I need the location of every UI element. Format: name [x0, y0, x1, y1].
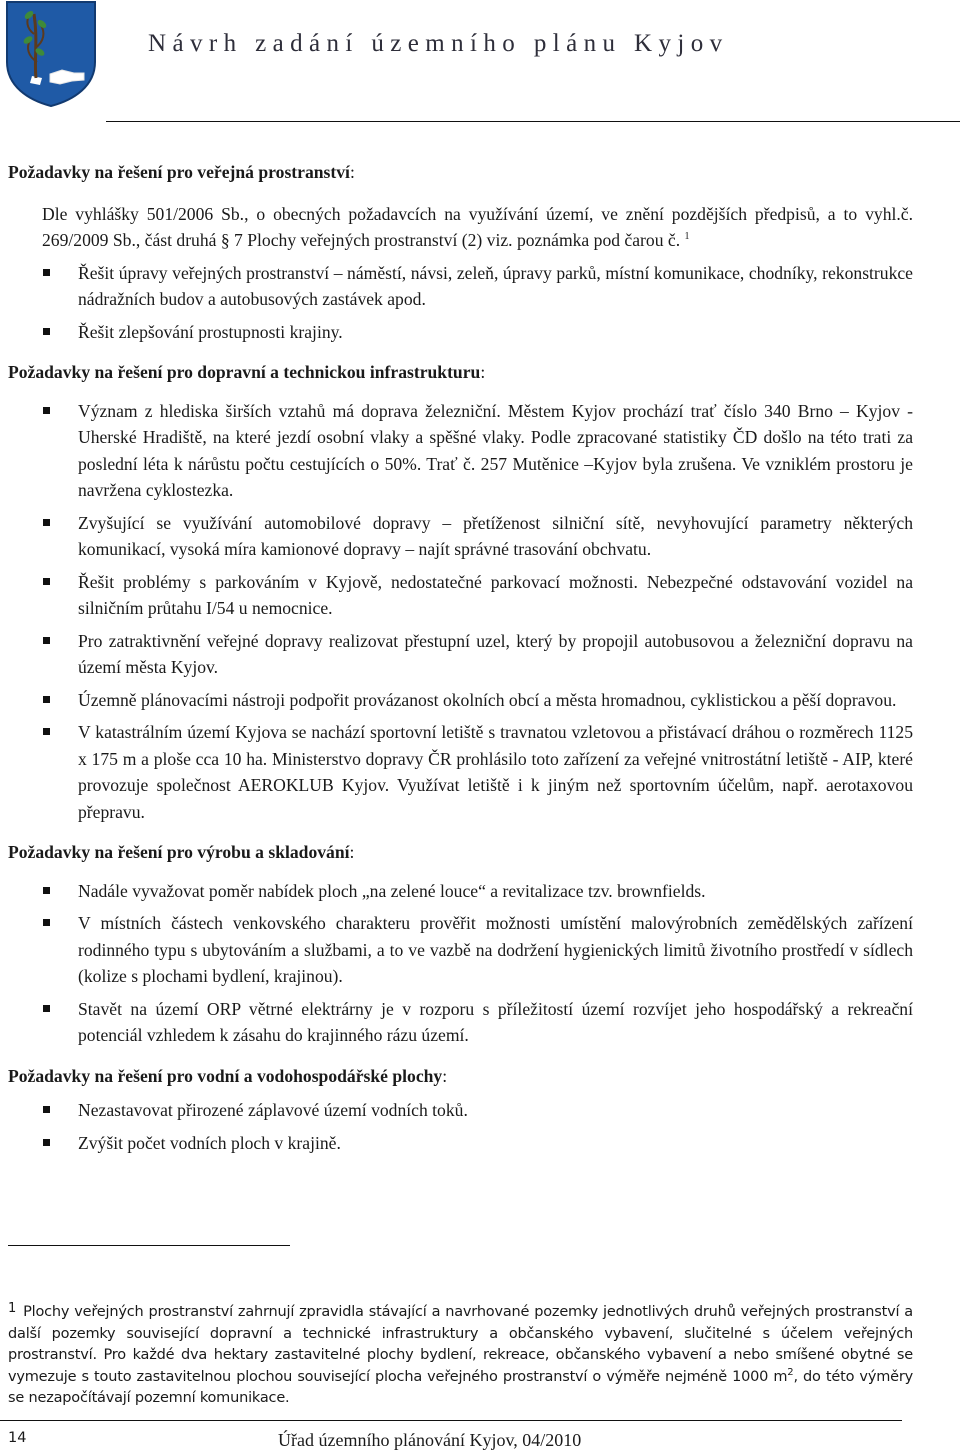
- footer-text: Úřad územního plánování Kyjov, 04/2010: [278, 1430, 582, 1450]
- requirements-list: [8, 1097, 913, 1156]
- section-heading-colon: :: [480, 362, 486, 382]
- page-number: 14: [8, 1430, 27, 1446]
- list-item: [8, 260, 913, 313]
- list-item: [8, 319, 913, 346]
- header-divider: [106, 121, 960, 122]
- list-item-text: Význam z hlediska širších vztahů má doprava železniční. Městem Kyjov prochází trať číslo 340 Brno – Kyjov - Uherské Hradiště, na které jezdí osobní vlaky a spěšné vlaky. Podle zpracované statistiky ČD došlo na této trati za poslední léta k nárůstu počtu cestujících o 50%. Trať č. 257 Mutěnice –Kyjov byla zrušena. Ve vzniklém prostoru je navržena cyklostezka.: [78, 400, 913, 500]
- requirements-list: [8, 878, 913, 1049]
- list-item: [8, 1130, 913, 1157]
- list-item-text: Nadále vyvažovat poměr nabídek ploch „na zelené louce“ a revitalizace tzv. brownfields.: [78, 880, 706, 901]
- list-item-text: V katastrálním území Kyjova se nachází sportovní letiště s travnatou vzletovou a přistávací dráhou o rozměrech 1125 x 175 m a ploše cca 10 ha. Ministerstvo dopravy ČR prohlásilo toto zařízení za veřejné vnitrostátní letiště - AIP, které provozuje společnost AEROKLUB Kyjov. Využívat letiště i k jiným než sportovním účelům, např. aerotaxovou přepravu.: [78, 722, 913, 822]
- footnote-reference[interactable]: 1: [684, 231, 690, 243]
- list-item-text: Zvyšující se využívání automobilové dopravy – přetíženost silniční sítě, nevyhovující parametry některých komunikací, vysoká míra kamionové dopravy – najít správné trasování obchvatu.: [78, 512, 913, 559]
- section-heading-public-spaces: [8, 159, 913, 186]
- bullet-icon: [43, 1005, 50, 1012]
- list-item-text: Zvýšit počet vodních ploch v krajině.: [78, 1132, 341, 1153]
- list-item: [8, 398, 913, 504]
- bullet-icon: [43, 728, 50, 735]
- section-intro: [42, 201, 913, 254]
- bullet-icon: [43, 887, 50, 894]
- section-heading-colon: :: [349, 842, 355, 862]
- list-item-text: V místních částech venkovského charakteru prověřit možnosti umístění malovýrobních zemědělských zařízení rodinného typu s ubytováním a službami, a to ve vazbě na dodržení hygienických limitů životního prostředí v sídlech (kolize s plochami bydlení, krajinou).: [78, 913, 913, 986]
- footnote-text: Plochy veřejných prostranství zahrnují zpravidla stávající a navrhované pozemky jednotlivých druhů veřejných prostranství a další pozemky související dopravní a technické infrastruktury a občanského vybavení, slučitelné s účelem veřejných prostranství. Pro každé dva hektary zastavitelné plochy bydlení, rekreace, občanského vybavení a nebo smíšené obytné se vymezuje s touto zastavitelnou plochou související plocha veřejného prostranství o výměře nejméně 1000 m: [8, 1304, 913, 1385]
- list-item: [8, 687, 913, 714]
- section-heading-colon: :: [442, 1065, 448, 1086]
- section-intro-text: Dle vyhlášky 501/2006 Sb., o obecných požadavcích na využívání území, ve znění pozdějších předpisů, a to vyhl.č. 269/2009 Sb., část druhá § 7 Plochy veřejných prostranství (2) viz. poznámka pod čarou č.: [42, 203, 913, 250]
- list-item-text: Řešit úpravy veřejných prostranství – náměstí, návsi, zeleň, úpravy parků, místní komunikace, chodníky, rekonstrukce nádražních budov a autobusových zastávek apod.: [78, 262, 913, 309]
- section-heading-production: [8, 839, 913, 866]
- bullet-icon: [43, 919, 50, 926]
- list-item-text: Nezastavovat přirozené záplavové území vodních toků.: [78, 1100, 468, 1120]
- footer-divider: [0, 1420, 902, 1421]
- list-item: [8, 996, 913, 1049]
- footnote: [8, 1298, 913, 1410]
- bullet-icon: [43, 578, 50, 585]
- footnote-mark: 1: [8, 1301, 17, 1316]
- footnote-text-end: , do této výměry se nezapočítávají pozemní komunikace.: [8, 1368, 913, 1406]
- document-title: Návrh zadání územního plánu Kyjov: [148, 30, 729, 57]
- section-heading-colon: :: [349, 162, 355, 182]
- section-heading-text: Požadavky na řešení pro dopravní a technickou infrastrukturu: [8, 362, 481, 382]
- section-heading-transport: [8, 359, 913, 386]
- list-item-text: Řešit problémy s parkováním v Kyjově, nedostatečné parkovací možnosti. Nebezpečné odstavování vozidel na silničním průtahu I/54 u nemocnice.: [78, 571, 913, 618]
- list-item: [8, 569, 913, 622]
- list-item: [8, 510, 913, 563]
- bullet-icon: [43, 328, 50, 335]
- section-heading-text: Požadavky na řešení pro vodní a vodohospodářské plochy: [8, 1065, 443, 1086]
- bullet-icon: [43, 637, 50, 644]
- bullet-icon: [43, 407, 50, 414]
- bullet-icon: [43, 1139, 50, 1146]
- bullet-icon: [43, 519, 50, 526]
- coat-of-arms-icon: [4, 0, 98, 108]
- list-item-text: Řešit zlepšování prostupnosti krajiny.: [78, 321, 343, 342]
- document-body: [8, 159, 913, 1162]
- section-heading-text: Požadavky na řešení pro veřejná prostranství: [8, 162, 350, 182]
- list-item-text: Stavět na území ORP větrné elektrárny je v rozporu s příležitostí území rozvíjet jeho hospodářský a rekreační potenciál vzhledem k zásahu do krajinného rázu území.: [78, 998, 913, 1045]
- section-heading-water: [8, 1063, 913, 1090]
- footnote-separator: [8, 1245, 290, 1246]
- section-heading-text: Požadavky na řešení pro výrobu a skladování: [8, 842, 350, 862]
- requirements-list: [8, 260, 913, 346]
- list-item: [8, 1097, 913, 1124]
- list-item-text: Územně plánovacími nástroji podpořit provázanost okolních obcí a města hromadnou, cyklistickou a pěší dopravou.: [78, 689, 897, 710]
- list-item-text: Pro zatraktivnění veřejné dopravy realizovat přestupní uzel, který by propojil autobusovou a železniční dopravu na území města Kyjov.: [78, 630, 913, 677]
- list-item: [8, 878, 913, 905]
- list-item: [8, 628, 913, 681]
- list-item: [8, 719, 913, 825]
- footnote-superscript: 2: [787, 1366, 794, 1378]
- requirements-list: [8, 398, 913, 826]
- bullet-icon: [43, 1106, 50, 1113]
- list-item: [8, 910, 913, 990]
- bullet-icon: [43, 696, 50, 703]
- bullet-icon: [43, 269, 50, 276]
